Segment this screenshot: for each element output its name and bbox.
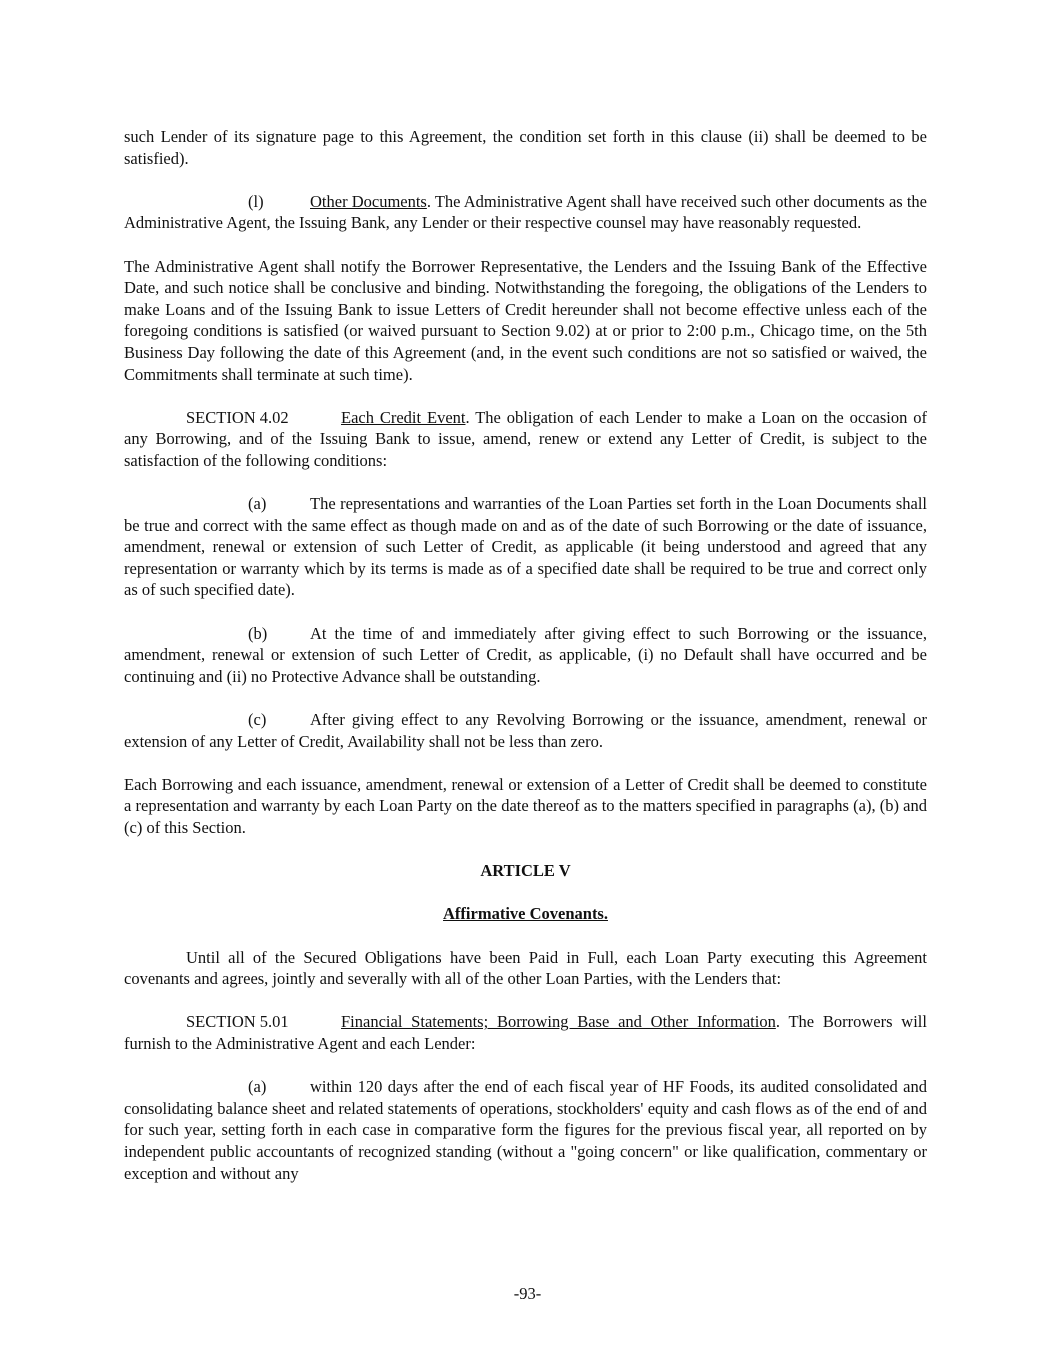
clause-text: within 120 days after the end of each fiscal year of HF Foods, its audited consolidated and consolidating balance sheet and related statements of operations, stockholders' equity and cash flows as of the end of and for such year, setting forth in each case in comparative form the figures for the previous fiscal year, all reported on by independent public accountants of recognized standing (without a "going concern" or like qualification, commentary or exception and without any: [124, 1077, 927, 1183]
section-text: . The Borrowers will furnish to the Administrative Agent and each Lender:: [124, 1012, 927, 1053]
page-number: -93-: [513, 1284, 542, 1303]
clause-text: The representations and warranties of the Loan Parties set forth in the Loan Documents shall be true and correct with the same effect as though made on and as of the date of such Borrowing or the date of issuance, amendment, renewal or extension of such Letter of Credit, as applicable (it being understood and agreed that any representation or warranty which by its terms is made as of a specified date shall be required to be true and correct only as of such specified date).: [124, 494, 927, 600]
clause-text: At the time of and immediately after giving effect to such Borrowing or the issuance, amendment, renewal or extension of such Letter of Credit, as applicable, (i) no Default shall have occurred and be continuing and (ii) no Protective Advance shall be outstanding.: [124, 623, 927, 686]
article-subtitle: Affirmative Covenants.: [443, 904, 608, 924]
clause-text: After giving effect to any Revolving Borrowing or the issuance, amendment, renewal or extension of any Letter of Credit, Availability shall not be less than zero.: [124, 710, 927, 751]
clause-4-02-b: [124, 623, 927, 688]
section-5-01: [124, 1011, 927, 1054]
paragraph-effective-date-notice: The Administrative Agent shall notify the Borrower Representative, the Lenders and the Issuing Bank of the Effective Date, and such notice shall be conclusive and binding. Notwithstanding the foregoing, the obligations of the Lenders to make Loans and of the Issuing Bank to issue Letters of Credit hereunder shall not become effective unless each of the foregoing conditions is satisfied (or waived pursuant to Section 9.02) at or prior to 2:00 p.m., Chicago time, on the 5th Business Day following the date of this Agreement (and, in the event such conditions are not so satisfied or waived, the Commitments shall terminate at such time).: [124, 256, 927, 384]
paragraph-until-paid: Until all of the Secured Obligations have been Paid in Full, each Loan Party executing this Agreement covenants and agrees, jointly and severally with all of the other Loan Parties, with the Lenders that:: [124, 947, 927, 989]
section-heading: Each Credit Event: [341, 407, 466, 427]
clause-4-02-c: [124, 709, 927, 752]
section-label: SECTION 4.02: [186, 407, 289, 427]
clause-text: . The Administrative Agent shall have received such other documents as the Administrative Agent, the Issuing Bank, any Lender or their respective counsel may have reasonably requested.: [124, 191, 927, 233]
document-page: [124, 126, 927, 1206]
clause-heading: Other Documents: [310, 191, 427, 211]
clause-l-other-documents: [124, 191, 927, 234]
section-label: SECTION 5.01: [186, 1012, 289, 1032]
clause-4-02-a: [124, 493, 927, 601]
clause-number: (l): [248, 191, 264, 211]
article-title: ARTICLE V: [480, 861, 571, 881]
paragraph-continuation: such Lender of its signature page to this Agreement, the condition set forth in this clause (ii) shall be deemed to be satisfied).: [124, 127, 927, 168]
clause-number: (b): [248, 623, 268, 643]
clause-number: (a): [248, 494, 267, 514]
section-4-02: [124, 407, 927, 472]
section-text: . The obligation of each Lender to make a Loan on the occasion of any Borrowing, and of the Issuing Bank to issue, amend, renew or extend any Letter of Credit, is subject to the satisfaction of the following conditions:: [124, 407, 927, 470]
clause-number: (a): [248, 1077, 267, 1097]
paragraph-each-borrowing: Each Borrowing and each issuance, amendment, renewal or extension of a Letter of Credit shall be deemed to constitute a representation and warranty by each Loan Party on the date thereof as to the matters specified in paragraphs (a), (b) and (c) of this Section.: [124, 774, 927, 837]
section-heading: Financial Statements; Borrowing Base and Other Information: [341, 1012, 776, 1032]
clause-5-01-a: [124, 1076, 927, 1184]
clause-number: (c): [248, 710, 267, 730]
